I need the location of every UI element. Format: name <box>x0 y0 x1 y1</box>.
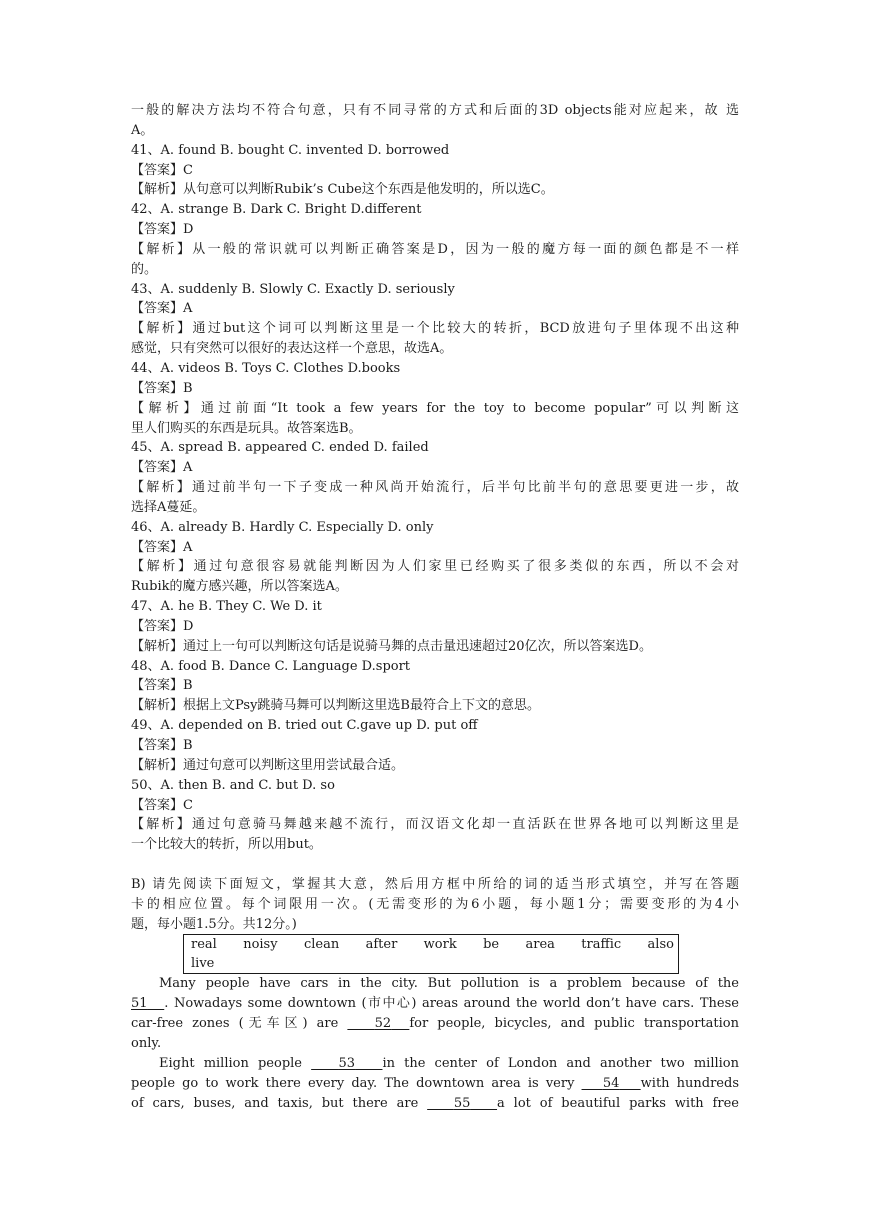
word-box <box>183 934 679 974</box>
qa-line: 【答案】B <box>131 380 193 396</box>
qa-line: 44、A. videos B. Toys C. Clothes D.books <box>131 360 401 376</box>
word-box-item: after <box>365 937 398 953</box>
qa-line: 【答案】C <box>131 797 193 813</box>
intro-text <box>131 101 739 141</box>
qa-line: Rubik的魔方感兴趣，所以答案选A。 <box>131 579 348 595</box>
passage-text: car-free zones (无车区) are <box>131 1016 339 1032</box>
qa-line: 【答案】A <box>131 301 193 317</box>
qa-line: 【答案】B <box>131 738 193 753</box>
word-box-item: also <box>647 937 674 953</box>
qa-line: 47、A. he B. They C. We D. it <box>131 599 322 615</box>
blank-54[interactable]: 54 <box>602 1075 620 1091</box>
passage-line <box>131 1014 739 1034</box>
qa-line: 感觉，只有突然可以很好的表达这样一个意思，故选A。 <box>131 341 453 357</box>
passage <box>131 974 739 1113</box>
qa-line: 【答案】D <box>131 222 194 238</box>
passage-text: people go to work there every day. The downtown area is very <box>131 1075 575 1091</box>
qa-line: 的。 <box>131 261 158 277</box>
qa-line: 43、A. suddenly B. Slowly C. Exactly D. seriously <box>131 281 455 297</box>
passage-line <box>131 1054 739 1074</box>
passage-line <box>131 1074 739 1094</box>
qa-line: 45、A. spread B. appeared C. ended D. failed <box>131 440 429 456</box>
qa-line: 48、A. food B. Dance C. Language D.sport <box>131 658 411 674</box>
qa-line: 46、A. already B. Hardly C. Especially D. only <box>131 519 434 535</box>
blank-53[interactable]: 53 <box>338 1055 356 1071</box>
document-page <box>131 101 739 1113</box>
passage-text: Eight million people <box>159 1055 302 1071</box>
qa-line: 【解析】通过前面“It took a few years for the toy to become popular”可以判断这 <box>131 400 739 416</box>
passage-line <box>131 1094 739 1114</box>
qa-line: 选择A蔓延。 <box>131 499 206 515</box>
qa-line: 49、A. depended on B. tried out C.gave up D. put off <box>131 718 478 734</box>
qa-line: 【答案】A <box>131 460 193 476</box>
blank-51[interactable]: 51 <box>131 996 148 1012</box>
passage-line <box>131 994 739 1014</box>
qa-line: 【解析】通过句意骑马舞越来越不流行，而汉语文化却一直活跃在世界各地可以判断这里是 <box>131 817 739 833</box>
word-box-item: area <box>525 937 555 953</box>
qa-line: 【答案】A <box>131 539 193 555</box>
passage-text: in the center of London and another two million <box>382 1055 740 1071</box>
answer-explanations <box>131 141 739 855</box>
passage-line <box>131 974 739 994</box>
qa-line: 50、A. then B. and C. but D. so <box>131 777 335 793</box>
blank-55[interactable]: 55 <box>453 1095 471 1111</box>
word-box-item: live <box>191 956 215 972</box>
passage-text: of cars, buses, and taxis, but there are <box>131 1095 419 1111</box>
passage-text: Many people have cars in the city. But pollution is a problem because of the <box>159 976 739 992</box>
qa-line: 42、A. strange B. Dark C. Bright D.different <box>131 202 422 218</box>
passage-text: for people, bicycles, and public transportation <box>409 1016 740 1032</box>
word-box-item: noisy <box>243 937 278 953</box>
word-box-row <box>191 935 674 954</box>
qa-line: 里人们购买的东西是玩具。故答案选B。 <box>131 420 362 436</box>
qa-line: 【解析】通过but这个词可以判断这里是一个比较大的转折，BCD放进句子里体现不出这种 <box>131 321 739 337</box>
section-b-instructions <box>131 875 739 935</box>
qa-line: 【解析】通过句意可以判断这里用尝试最合适。 <box>131 757 405 773</box>
qa-line: 【答案】C <box>131 162 193 178</box>
qa-line: 【解析】从句意可以判断Rubik’s Cube这个东西是他发明的，所以选C。 <box>131 182 554 198</box>
passage-text: with hundreds <box>640 1075 739 1091</box>
qa-line: 【解析】通过前半句一下子变成一种风尚开始流行，后半句比前半句的意思要更进一步，故 <box>131 480 739 496</box>
instruction-line: 卡的相应位置。每个词限用一次。(无需变形的为6小题，每小题1分；需要变形的为4小 <box>131 896 739 912</box>
qa-line: 【答案】D <box>131 618 194 634</box>
passage-text: . Nowadays some downtown (市中心) areas around the world don’t have cars. These <box>164 996 739 1012</box>
qa-line: 【解析】通过句意很容易就能判断因为人们家里已经购买了很多类似的东西，所以不会对 <box>131 559 739 575</box>
word-box-item: real <box>191 937 217 953</box>
qa-line: 【答案】B <box>131 678 193 694</box>
word-box-item: work <box>423 937 457 953</box>
word-box-item: clean <box>303 937 340 953</box>
instruction-line: B) 请先阅读下面短文，掌握其大意，然后用方框中所给的词的适当形式填空，并写在答题 <box>131 876 739 892</box>
passage-line: only. <box>131 1035 162 1051</box>
qa-line: 41、A. found B. bought C. invented D. borrowed <box>131 142 450 158</box>
intro-line: A。 <box>131 122 154 138</box>
instruction-line: 题，每小题1.5分。共12分。) <box>131 916 297 932</box>
qa-line: 【解析】通过上一句可以判断这句话是说骑马舞的点击量迅速超过20亿次，所以答案选D。 <box>131 638 652 654</box>
word-box-item: be <box>483 937 500 953</box>
passage-text: a lot of beautiful parks with free <box>497 1095 739 1111</box>
word-box-item: traffic <box>581 937 622 953</box>
qa-line: 【解析】根据上文Psy跳骑马舞可以判断这里选B最符合上下文的意思。 <box>131 698 540 714</box>
intro-line: 一般的解决方法均不符合句意，只有不同寻常的方式和后面的3D objects能对应起来，故 选 <box>131 103 739 118</box>
qa-line: 一个比较大的转折，所以用but。 <box>131 837 322 853</box>
qa-line: 【解析】从一般的常识就可以判断正确答案是D，因为一般的魔方每一面的颜色都是不一样 <box>131 241 739 257</box>
blank-line <box>131 855 739 875</box>
blank-52[interactable]: 52 <box>374 1016 392 1032</box>
